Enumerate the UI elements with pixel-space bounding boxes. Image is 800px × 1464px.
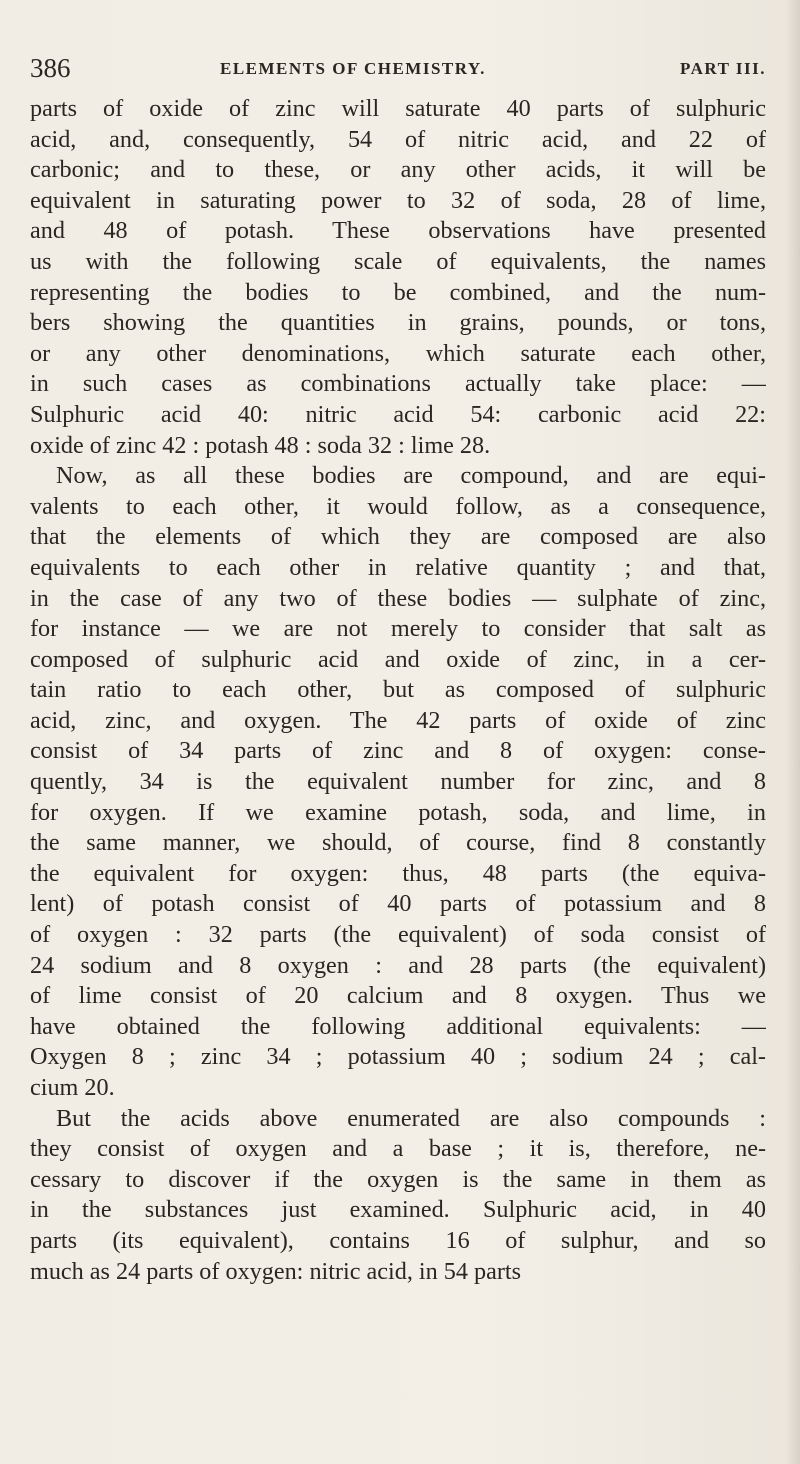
text-line: the same manner, we should, of course, find 8 constantly (30, 829, 766, 857)
part-label: PART III. (680, 59, 766, 78)
text-line: acid, zinc, and oxygen. The 42 parts of oxide of zinc (30, 706, 766, 734)
text-line: us with the following scale of equivalents, the names (30, 247, 766, 275)
text-line: parts (its equivalent), contains 16 of sulphur, and so (30, 1226, 766, 1254)
text-line: valents to each other, it would follow, as a consequence, (30, 492, 766, 520)
text-line: for instance — we are not merely to consider that salt as (30, 615, 766, 643)
text-line: 24 sodium and 8 oxygen : and 28 parts (the equivalent) (30, 951, 766, 979)
text-line: in the case of any two of these bodies — sulphate of zinc, (30, 584, 766, 612)
text-line: parts of oxide of zinc will saturate 40 parts of sulphuric (30, 95, 766, 122)
text-line: bers showing the quantities in grains, pounds, or tons, (30, 309, 766, 337)
text-line: they consist of oxygen and a base ; it is, therefore, ne- (30, 1135, 766, 1163)
text-line: acid, and, consequently, 54 of nitric acid, and 22 of (30, 125, 766, 153)
text-line: composed of sulphuric acid and oxide of zinc, in a cer- (30, 645, 766, 673)
text-line: representing the bodies to be combined, and the num- (30, 278, 766, 306)
text-line: or any other denominations, which saturate each other, (30, 339, 766, 367)
text-line: for oxygen. If we examine potash, soda, and lime, in (30, 798, 766, 826)
paragraph (30, 461, 766, 1103)
text-line: lent) of potash consist of 40 parts of potassium and 8 (30, 890, 766, 918)
paragraph (30, 94, 766, 461)
text-line: equivalent in saturating power to 32 of soda, 28 of lime, (30, 186, 766, 214)
text-line: in such cases as combinations actually take place: — (30, 370, 766, 398)
text-line: oxide of zinc 42 : potash 48 : soda 32 : lime 28. (30, 431, 491, 459)
text-line: tain ratio to each other, but as composed of sulphuric (30, 676, 766, 704)
text-line: Oxygen 8 ; zinc 34 ; potassium 40 ; sodium 24 ; cal- (30, 1043, 766, 1071)
text-line: in the substances just examined. Sulphuric acid, in 40 (30, 1196, 766, 1224)
text-line: the equivalent for oxygen: thus, 48 parts (the equiva- (30, 859, 766, 887)
text-line: equivalents to each other in relative quantity ; and that, (30, 553, 766, 581)
text-line: of lime consist of 20 calcium and 8 oxygen. Thus we (30, 982, 766, 1010)
text-line: Sulphuric acid 40: nitric acid 54: carbonic acid 22: (30, 400, 766, 428)
text-line: and 48 of potash. These observations have presented (30, 217, 766, 245)
running-header (30, 50, 766, 86)
text-line: cium 20. (30, 1074, 115, 1101)
text-line: Now, as all these bodies are compound, and are equi- (56, 462, 766, 490)
text-line: cessary to discover if the oxygen is the same in them as (30, 1165, 766, 1193)
text-line: of oxygen : 32 parts (the equivalent) of soda consist of (30, 921, 766, 949)
text-line: carbonic; and to these, or any other acids, it will be (30, 156, 766, 184)
text-line: quently, 34 is the equivalent number for zinc, and 8 (30, 768, 766, 796)
text-line: much as 24 parts of oxygen: nitric acid, in 54 parts (30, 1257, 522, 1285)
text-line: consist of 34 parts of zinc and 8 of oxygen: conse- (30, 737, 766, 765)
text-line: that the elements of which they are composed are also (30, 523, 766, 551)
running-title: ELEMENTS OF CHEMISTRY. (220, 59, 486, 78)
page-spine-shadow (786, 0, 800, 1464)
page-number: 386 (30, 53, 71, 83)
paragraph (30, 1104, 766, 1288)
text-line: have obtained the following additional equivalents: — (30, 1012, 766, 1040)
body-text (30, 94, 766, 1287)
text-line: But the acids above enumerated are also compounds : (56, 1104, 766, 1132)
